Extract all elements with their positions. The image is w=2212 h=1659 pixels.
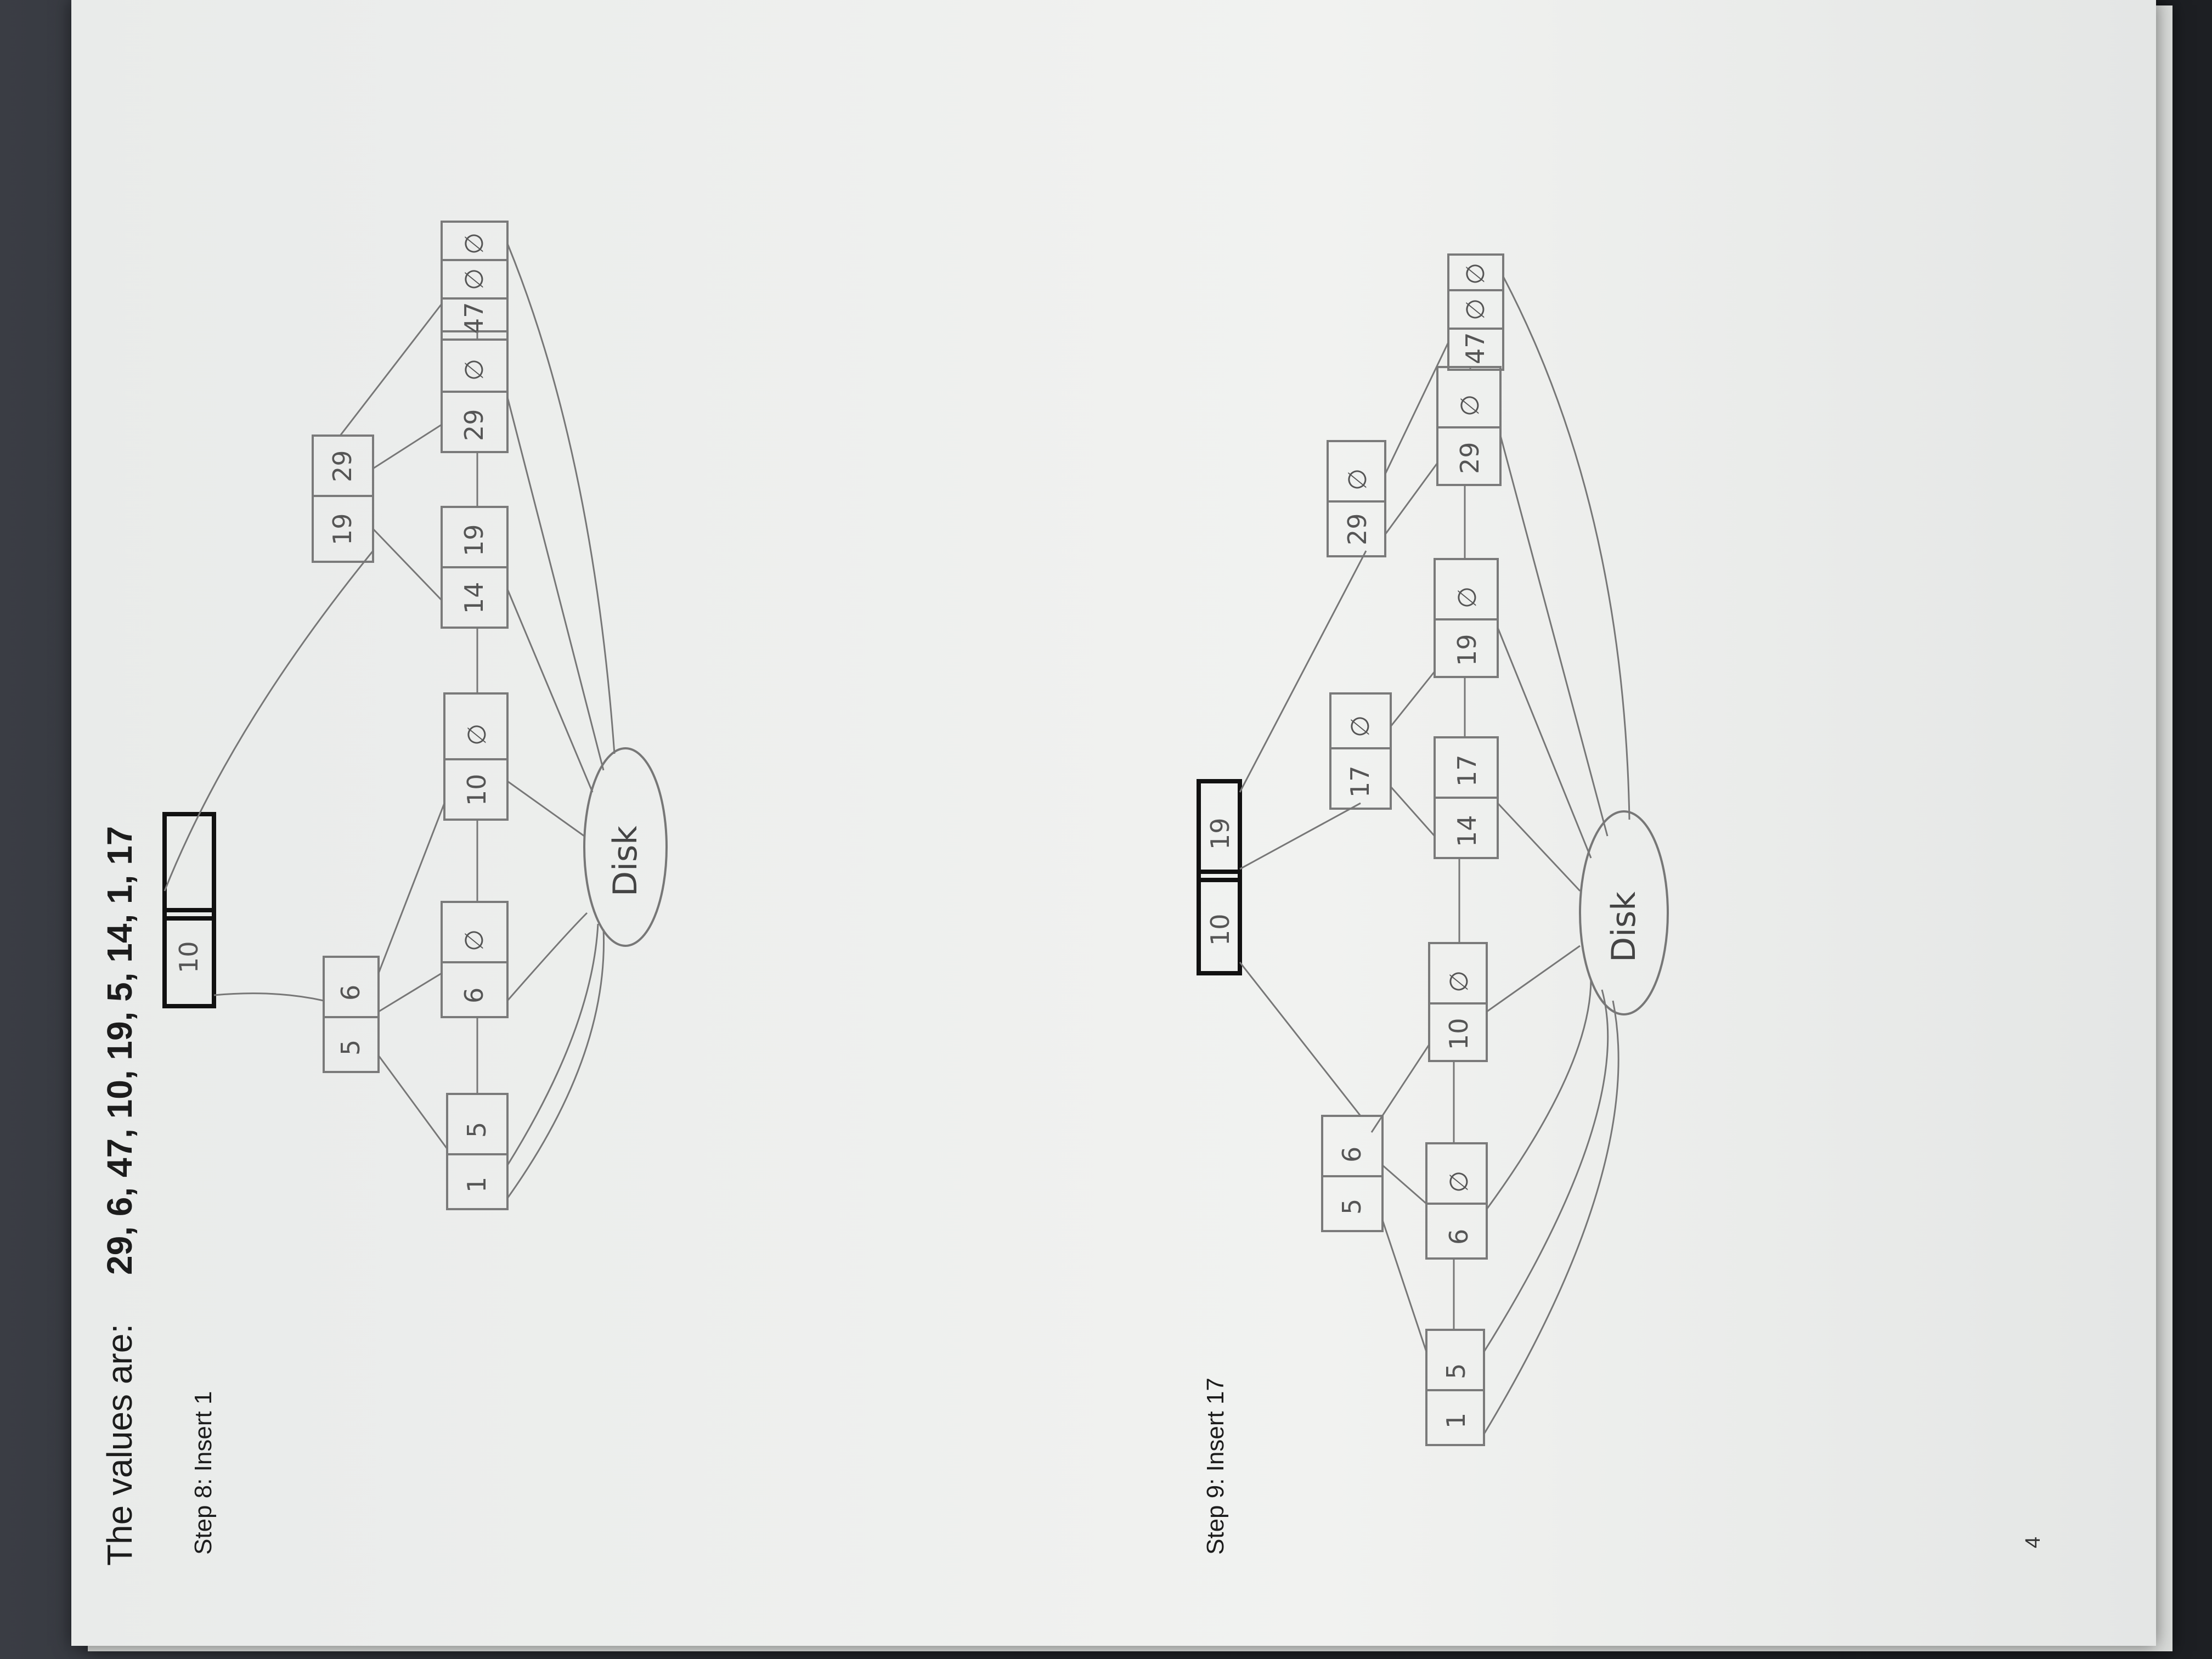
svg-text:29: 29 [1455, 442, 1485, 474]
page-number: 4 [2021, 1536, 2045, 1549]
svg-text:∅: ∅ [1460, 298, 1490, 320]
title-values: 29, 6, 47, 10, 19, 5, 14, 1, 17 [100, 826, 139, 1275]
step8-leaf-node [442, 902, 507, 1017]
svg-text:29: 29 [459, 409, 489, 441]
svg-text:1: 1 [462, 1176, 492, 1193]
step9-root-node [1199, 781, 1240, 973]
step9-internal-node [1328, 441, 1385, 556]
step9-leaf-node [1437, 367, 1500, 485]
svg-text:∅: ∅ [1444, 1170, 1474, 1193]
svg-text:5: 5 [336, 1039, 365, 1056]
step9-leaf-node [1426, 1330, 1484, 1445]
svg-text:19: 19 [459, 524, 489, 556]
svg-text:6: 6 [459, 987, 489, 1003]
svg-text:14: 14 [1452, 815, 1482, 847]
svg-text:10: 10 [1444, 1018, 1474, 1050]
svg-text:19: 19 [328, 513, 357, 545]
step9-leaf-node [1426, 1143, 1487, 1259]
svg-text:6: 6 [1337, 1146, 1367, 1163]
step9-leaf-node [1448, 255, 1503, 370]
step8-label: Step 8: Insert 1 [190, 1391, 217, 1555]
svg-text:∅: ∅ [1444, 970, 1474, 992]
svg-text:19: 19 [1452, 634, 1482, 666]
svg-text:47: 47 [459, 302, 489, 334]
svg-text:29: 29 [328, 450, 357, 482]
svg-text:Disk: Disk [606, 826, 645, 896]
svg-text:14: 14 [459, 582, 489, 614]
svg-text:∅: ∅ [459, 929, 489, 951]
step9-disk [1580, 811, 1668, 1014]
svg-text:47: 47 [1460, 332, 1490, 364]
svg-text:10: 10 [1205, 913, 1235, 946]
svg-text:∅: ∅ [1455, 394, 1485, 416]
step9-label: Step 9: Insert 17 [1202, 1378, 1229, 1555]
svg-text:1: 1 [1441, 1412, 1471, 1429]
svg-text:5: 5 [462, 1121, 492, 1138]
svg-text:∅: ∅ [459, 358, 489, 381]
svg-text:∅: ∅ [459, 268, 489, 290]
svg-text:6: 6 [1444, 1228, 1474, 1245]
step8-leaf-node [442, 222, 507, 340]
svg-text:∅: ∅ [1460, 262, 1490, 285]
step8-leaf-node [442, 331, 507, 452]
step9-leaf-node [1435, 559, 1498, 677]
step9-leaf-node [1435, 737, 1498, 858]
svg-text:10: 10 [174, 941, 204, 973]
svg-text:∅: ∅ [1345, 715, 1375, 737]
step8-root-node [165, 814, 214, 1006]
step9-internal-node [1330, 693, 1391, 809]
svg-text:∅: ∅ [459, 232, 489, 255]
step8-leaf-node [442, 507, 507, 628]
step9-tree [1199, 255, 1668, 1445]
step8-internal-node [313, 436, 373, 562]
svg-text:∅: ∅ [1452, 586, 1482, 608]
title-prefix: The values are: [100, 1323, 139, 1566]
step8-tree [165, 222, 667, 1209]
svg-text:5: 5 [1441, 1363, 1471, 1379]
step8-leaf-node [447, 1094, 507, 1209]
step8-disk [584, 748, 667, 946]
step9-internal-node [1322, 1116, 1383, 1231]
svg-text:Disk: Disk [1605, 891, 1643, 962]
svg-text:∅: ∅ [462, 723, 492, 746]
svg-text:6: 6 [336, 984, 365, 1001]
step8-leaf-node [444, 693, 507, 820]
svg-text:∅: ∅ [1342, 468, 1372, 490]
svg-text:19: 19 [1205, 817, 1235, 850]
svg-text:17: 17 [1452, 754, 1482, 787]
svg-text:17: 17 [1345, 765, 1375, 798]
step8-internal-node [324, 957, 379, 1072]
svg-text:10: 10 [462, 774, 492, 806]
step9-leaf-node [1429, 943, 1487, 1061]
svg-text:29: 29 [1342, 513, 1372, 545]
svg-text:5: 5 [1337, 1198, 1367, 1215]
